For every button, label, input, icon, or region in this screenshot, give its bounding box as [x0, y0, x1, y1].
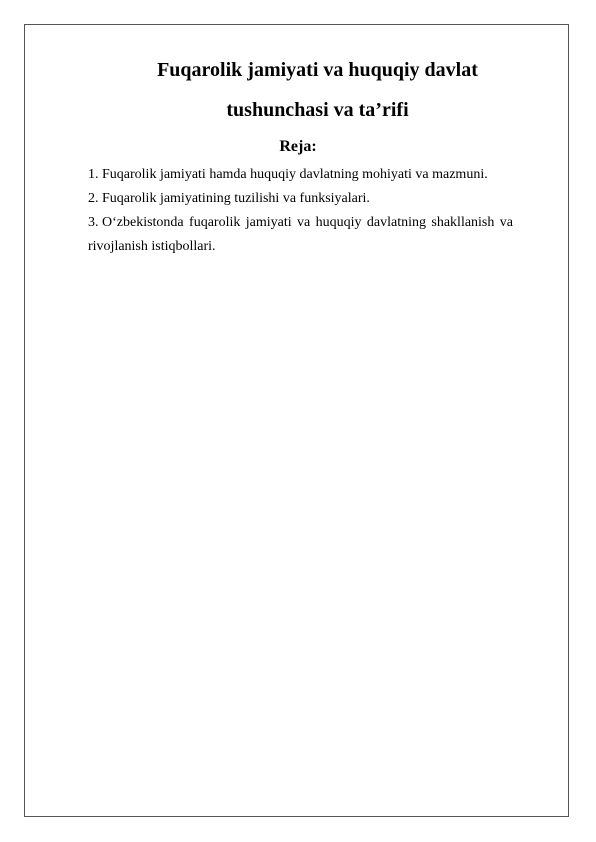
plan-list — [88, 163, 513, 259]
plan-item-2 — [88, 187, 513, 211]
plan-item-text: Fuqarolik jamiyati hamda huquqiy davlatning mohiyati va mazmuni. — [102, 167, 488, 182]
plan-item-3 — [88, 211, 513, 259]
document-title-line-1: Fuqarolik jamiyati va huquqiy davlat — [157, 59, 478, 81]
plan-item-text: O‘zbekistonda fuqarolik jamiyati va huquqiy davlatning shakllanish va rivojlanish istiqbollari. — [88, 215, 513, 254]
plan-item-1 — [88, 163, 513, 187]
plan-item-number: 1. — [88, 167, 99, 182]
plan-heading: Reja: — [279, 138, 317, 155]
plan-item-text: Fuqarolik jamiyatining tuzilishi va funksiyalari. — [102, 191, 370, 206]
plan-item-number: 2. — [88, 191, 99, 206]
plan-item-number: 3. — [88, 215, 99, 230]
document-title-line-2: tushunchasi va ta’rifi — [226, 99, 409, 121]
